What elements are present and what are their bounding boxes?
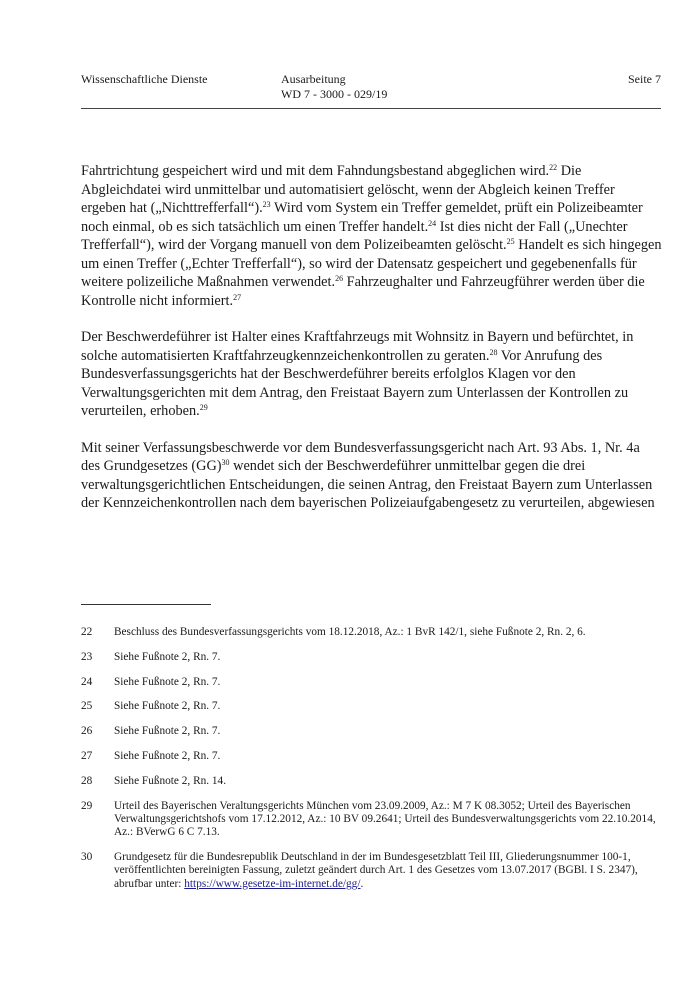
paragraph-2: Der Beschwerdeführer ist Halter eines Kraftfahrzeugs mit Wohnsitz in Bayern und befürchtet, in solche automatisierten Kraftfahrzeugkennzeichenkontrollen zu geraten.$^{28}$ Vor Anrufung des Bundesverfassungsgerichts hat der Beschwerdeführer bereits erfolglos Klagen vor den Verwaltungsgerichten mit dem Antrag, den Freistaat Bayern zum Unterlassen der Kontrollen zu verurteilen, erhoben.$^{29}$ bbox=[81, 329, 634, 419]
footnote-number: 22 bbox=[81, 626, 93, 638]
footnote-ref: 30 bbox=[221, 458, 230, 467]
footnote-item bbox=[81, 700, 662, 713]
footnote-item bbox=[81, 676, 662, 689]
footnote-ref: 25 bbox=[506, 237, 515, 246]
footnote-item bbox=[81, 626, 662, 639]
footnote-item bbox=[81, 775, 662, 788]
footnote-number: 29 bbox=[81, 799, 93, 812]
footnote-item bbox=[81, 800, 662, 840]
footnote-text: Siehe Fußnote 2, Rn. 7. bbox=[114, 700, 221, 713]
footnote-number: 30 bbox=[81, 850, 93, 863]
page-number: Seite 7 bbox=[628, 72, 661, 86]
footnote-number: 28 bbox=[81, 774, 93, 787]
footnote-ref: 24 bbox=[428, 218, 437, 228]
footnote-item bbox=[81, 651, 662, 664]
footnote-ref: 28 bbox=[489, 347, 498, 357]
footnote-number: 24 bbox=[81, 675, 93, 688]
footnote-text: Siehe Fußnote 2, Rn. 7. bbox=[114, 675, 221, 688]
header-document-info bbox=[281, 72, 387, 102]
footnote-text: Siehe Fußnote 2, Rn. 7. bbox=[114, 749, 221, 762]
footnote-item bbox=[81, 725, 662, 738]
footnote-text: Siehe Fußnote 2, Rn. 7. bbox=[114, 725, 221, 738]
body-text bbox=[81, 162, 662, 531]
footnote-number: 27 bbox=[81, 749, 93, 762]
footnote-ref: 29 bbox=[199, 403, 208, 412]
footnote-number: 26 bbox=[81, 725, 93, 738]
footnotes bbox=[81, 626, 662, 902]
footnote-number: 23 bbox=[81, 650, 93, 663]
footnote-number: 25 bbox=[81, 700, 93, 713]
footnote-ref: 22 bbox=[549, 163, 558, 172]
header-divider bbox=[81, 108, 661, 109]
footnote-divider bbox=[81, 604, 211, 605]
footnote-text: Urteil des Bayerischen Veraltungsgerichts München vom 23.09.2009, Az.: M 7 K 08.3052; Urteil des Bayerischen Verwaltungsgerichtshofs vom 17.12.2012, Az.: 10 BV 09.2641; Urteil des Bundesverwaltungsgerichts vom 22.10.2014, Az.: BVerwG 6 C 7.13. bbox=[114, 799, 656, 839]
footnote-item bbox=[81, 750, 662, 763]
paragraph-3: Mit seiner Verfassungsbeschwerde vor dem Bundesverfassungsgericht nach Art. 93 Abs. 1, Nr. 4a des Grundgesetzes (GG)$^{30}$ wendet sich der Beschwerdeführer unmittelbar gegen die drei verwaltungsgerichtlichen Entscheidungen, die seinen Antrag, den Freistaat Bayern zum Unterlassen der Kennzeichenkontrollen nach dem bayerischen Polizeiaufgabengesetz zu verurteilen, abgewiesen bbox=[81, 439, 655, 511]
footnote-ref: 27 bbox=[233, 292, 242, 302]
header-doc-number: WD 7 - 3000 - 029/19 bbox=[281, 87, 388, 101]
footnote-item bbox=[81, 851, 662, 891]
footnote-text: Grundgesetz für die Bundesrepublik Deutschland in der im Bundesgesetzblatt Teil III, Gliederungsnummer 100-1, veröffentlichten bereinigten Fassung, zuletzt geändert durch Art. 1 des Gesetzes vom 13.07.2017 (BGBl. I S. 2347), abrufbar unter: https://www.gesetze-im-internet.de/gg/. bbox=[114, 850, 638, 890]
paragraph-1: Fahrtrichtung gespeichert wird und mit dem Fahndungsbestand abgeglichen wird.$^{22}$ Die Abgleichdatei wird unmittelbar und automatisiert gelöscht, wenn der Abgleich keinen Treffer ergeben hat („Nichttrefferfall“).$^{23}$ Wird vom System ein Treffer gemeldet, prüft ein Polizeibeamter noch einmal, ob es sich tatsächlich um einen Treffer handelt.$^{24}$ Ist dies nicht der Fall („Unechter Trefferfall“), wird der Vorgang manuell von dem Polizeibeamten gelöscht.$^{25}$ Handelt es sich hingegen um einen Treffer („Echter Trefferfall“), so wird der Datensatz gespeichert und gegebenenfalls für weitere polizeiliche Maßnahmen verwendet.$^{26}$ Fahrzeughalter und Fahrzeugführer werden über die Kontrolle nicht informiert.$^{27}$ bbox=[81, 163, 662, 309]
footnote-link[interactable]: https://www.gesetze-im-internet.de/gg/ bbox=[184, 877, 361, 890]
footnote-text: Siehe Fußnote 2, Rn. 7. bbox=[114, 650, 221, 663]
header-doc-type: Ausarbeitung bbox=[281, 72, 346, 86]
footnote-ref: 26 bbox=[335, 274, 344, 283]
footnote-ref: 23 bbox=[262, 200, 271, 209]
page-header bbox=[81, 72, 661, 108]
header-institution: Wissenschaftliche Dienste bbox=[81, 72, 208, 86]
footnote-text: Beschluss des Bundesverfassungsgerichts vom 18.12.2018, Az.: 1 BvR 142/1, siehe Fußnote 2, Rn. 2, 6. bbox=[114, 626, 586, 638]
footnote-text: Siehe Fußnote 2, Rn. 14. bbox=[114, 774, 227, 787]
